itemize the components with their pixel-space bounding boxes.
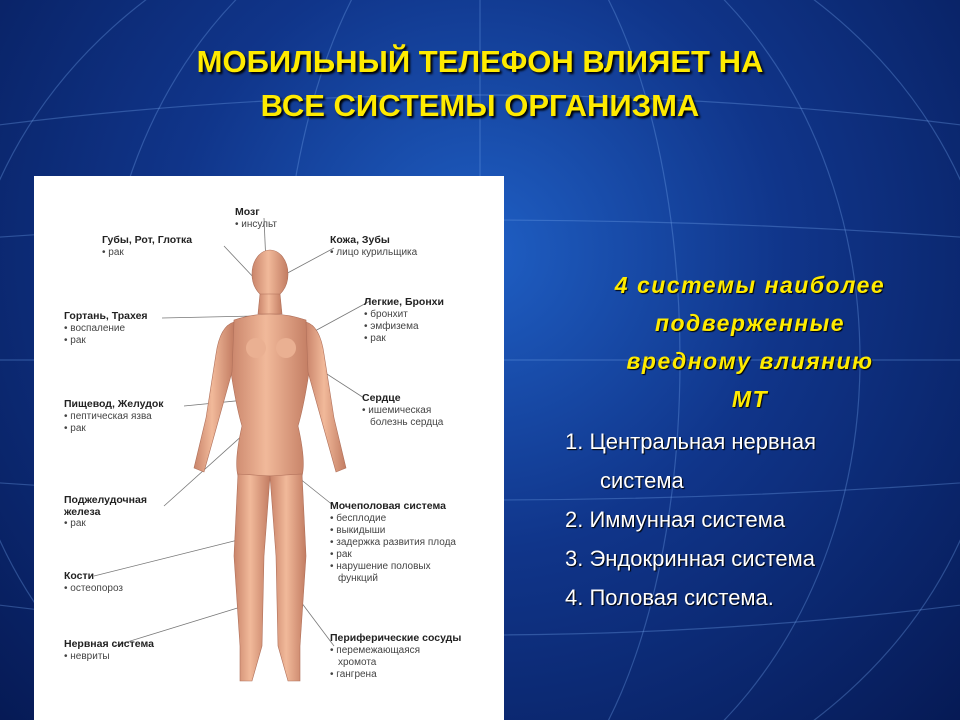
label-esophagus-heading: Пищевод, Желудок — [64, 398, 164, 410]
label-esophagus — [64, 398, 164, 435]
label-esophagus-item: • пептическая язва — [64, 411, 152, 422]
list-item-text: Половая система. — [589, 585, 774, 610]
list-item — [565, 422, 945, 461]
list-item — [565, 500, 945, 539]
label-bones-item: • остеопороз — [64, 583, 124, 594]
label-bones-heading: Кости — [64, 570, 95, 582]
list-item-text: Эндокринная система — [589, 546, 815, 571]
label-urogenital-item: • нарушение половых — [330, 561, 431, 572]
label-vessels — [330, 632, 461, 681]
slide-title — [40, 40, 920, 128]
systems-heading — [560, 266, 940, 418]
label-heart — [362, 392, 443, 429]
label-urogenital-item: • рак — [330, 549, 352, 560]
label-lips-heading: Губы, Рот, Глотка — [102, 234, 193, 246]
label-nervous-item: • невриты — [64, 651, 110, 662]
label-vessels-heading: Периферические сосуды — [330, 632, 462, 644]
label-brain — [235, 206, 277, 231]
list-item-text: Центральная нервная — [589, 429, 817, 454]
label-heart-item: болезнь сердца — [370, 417, 444, 428]
label-larynx-item: • воспаление — [64, 323, 126, 334]
label-larynx — [64, 310, 148, 347]
systems-heading-line: вредному влиянию — [626, 348, 874, 374]
systems-heading-line: МТ — [731, 386, 769, 412]
label-urogenital — [330, 500, 456, 585]
list-item-text: Иммунная система — [589, 507, 786, 532]
slide-title-line1: МОБИЛЬНЫЙ ТЕЛЕФОН ВЛИЯЕТ НА — [196, 44, 764, 79]
label-urogenital-item: • выкидыши — [330, 525, 386, 536]
label-lungs — [364, 296, 444, 345]
label-lungs-item: • рак — [364, 333, 386, 344]
label-heart-heading: Сердце — [362, 392, 401, 404]
label-brain-item: • инсульт — [235, 219, 278, 230]
body-diagram — [34, 176, 504, 720]
label-larynx-heading: Гортань, Трахея — [64, 310, 148, 322]
list-item — [565, 539, 945, 578]
label-vessels-item: • гангрена — [330, 669, 377, 680]
label-brain-heading: Мозг — [235, 206, 260, 218]
label-lips-item: • рак — [102, 247, 124, 258]
label-vessels-item: • перемежающаяся — [330, 645, 421, 656]
label-lungs-item: • бронхит — [364, 309, 408, 320]
label-pancreas-heading2: железа — [64, 506, 101, 518]
label-pancreas-item: • рак — [64, 518, 86, 529]
list-item-continuation: система — [600, 468, 684, 493]
label-heart-item: • ишемическая — [362, 405, 432, 416]
label-skin — [330, 234, 417, 259]
list-item-number: 4. — [565, 585, 584, 610]
slide-title-line2: ВСЕ СИСТЕМЫ ОРГАНИЗМА — [260, 88, 700, 123]
label-lips — [102, 234, 192, 259]
list-item-number: 2. — [565, 507, 584, 532]
list-item-number: 3. — [565, 546, 584, 571]
label-urogenital-heading: Мочеполовая система — [330, 500, 446, 512]
list-item-number: 1. — [565, 429, 584, 454]
figure-body — [194, 250, 346, 681]
label-urogenital-item: • бесплодие — [330, 513, 387, 524]
label-urogenital-item: • задержка развития плода — [330, 537, 456, 548]
label-pancreas — [64, 494, 147, 530]
label-nervous — [64, 638, 154, 663]
label-larynx-item: • рак — [64, 335, 86, 346]
label-lungs-heading: Легкие, Бронхи — [364, 296, 444, 308]
label-skin-heading: Кожа, Зубы — [330, 234, 390, 246]
systems-heading-line: 4 системы наиболее — [614, 272, 886, 298]
label-skin-item: • лицо курильщика — [330, 247, 418, 258]
label-nervous-heading: Нервная система — [64, 638, 154, 650]
list-item — [565, 578, 945, 617]
label-urogenital-item: функций — [338, 573, 378, 584]
label-esophagus-item: • рак — [64, 423, 86, 434]
label-vessels-item: хромота — [338, 657, 377, 668]
label-lungs-item: • эмфизема — [364, 321, 419, 332]
systems-heading-line: подверженные — [654, 310, 846, 336]
label-bones — [64, 570, 123, 595]
label-pancreas-heading: Поджелудочная — [64, 494, 147, 506]
systems-list — [565, 422, 945, 617]
